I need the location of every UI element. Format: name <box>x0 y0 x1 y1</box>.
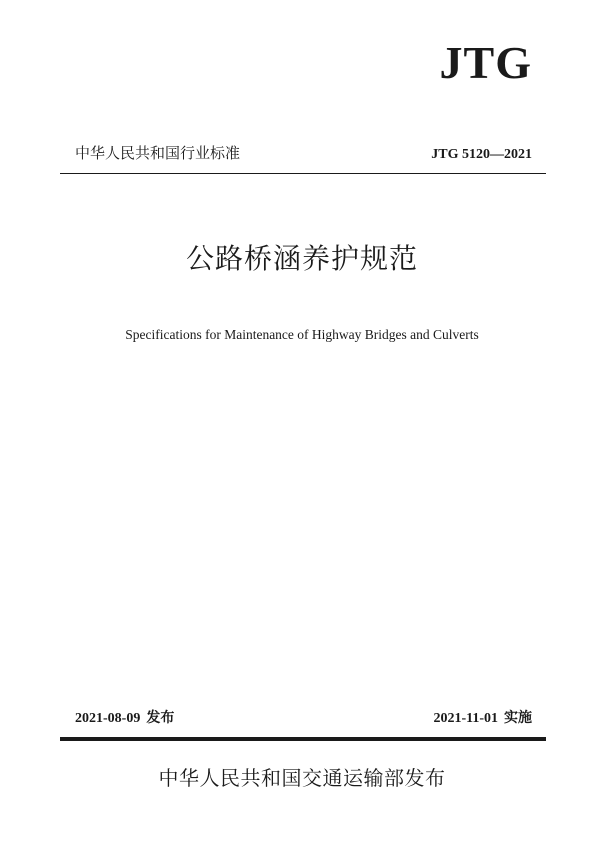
implementation-date-block <box>433 709 532 728</box>
implementation-label: 实施 <box>504 710 532 726</box>
standard-category: 中华人民共和国行业标准 <box>75 144 241 162</box>
standard-number: JTG 5120—2021 <box>431 147 532 162</box>
header-divider <box>60 173 546 174</box>
document-title-english: Specifications for Maintenance of Highway Bridges and Culverts <box>125 327 479 342</box>
issue-label: 发布 <box>146 710 175 726</box>
issue-date-block <box>75 709 174 728</box>
publisher: 中华人民共和国交通运输部发布 <box>158 766 446 790</box>
jtg-logo: JTG <box>439 37 532 88</box>
document-title-chinese: 公路桥涵养护规范 <box>185 242 418 275</box>
footer-divider <box>60 737 546 741</box>
implementation-date: 2021-11-01 <box>433 711 498 726</box>
issue-date: 2021-08-09 <box>75 711 141 726</box>
